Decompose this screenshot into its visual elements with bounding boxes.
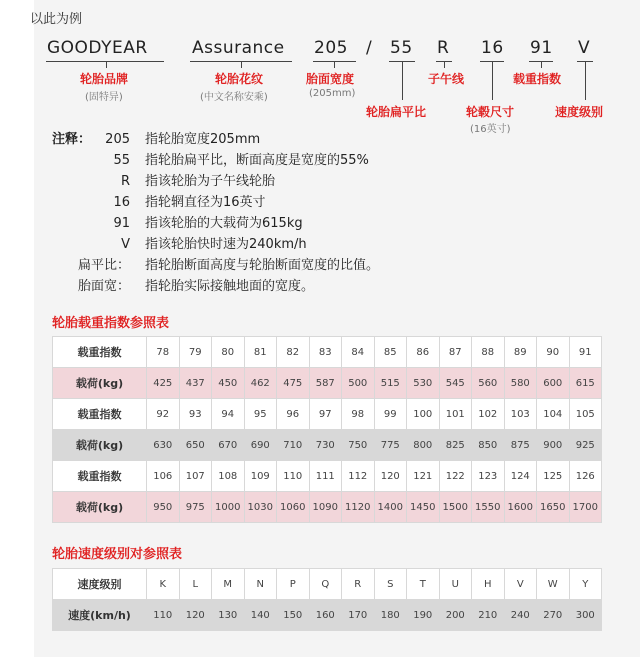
table-cell: Y bbox=[569, 569, 602, 600]
table-cell: 240 bbox=[504, 600, 537, 631]
table-cell: 975 bbox=[179, 492, 212, 523]
table-cell: 110 bbox=[147, 600, 180, 631]
table-cell: 150 bbox=[277, 600, 310, 631]
table-cell: 120 bbox=[374, 461, 407, 492]
table-cell: 103 bbox=[504, 399, 537, 430]
table-cell: 587 bbox=[309, 368, 342, 399]
brand-leader bbox=[106, 61, 107, 68]
note-text: 指轮辋直径为16英寸 bbox=[145, 195, 266, 210]
table-row bbox=[53, 600, 602, 631]
table-cell: 690 bbox=[244, 430, 277, 461]
table-cell: 78 bbox=[147, 337, 180, 368]
row-header: 载重指数 bbox=[53, 337, 147, 368]
table-cell: 615 bbox=[569, 368, 602, 399]
code-rim: 16 bbox=[481, 38, 504, 58]
note-text: 指轮胎实际接触地面的宽度。 bbox=[145, 279, 315, 294]
row-header: 载重指数 bbox=[53, 461, 147, 492]
row-header: 速度(km/h) bbox=[53, 600, 147, 631]
table-cell: 750 bbox=[342, 430, 375, 461]
speed-rating-table bbox=[52, 568, 602, 631]
table-cell: 88 bbox=[472, 337, 505, 368]
label-rim: 轮毂尺寸 bbox=[466, 105, 515, 119]
aspect-leader bbox=[402, 61, 403, 100]
speed-leader bbox=[585, 61, 586, 100]
table-cell: 100 bbox=[407, 399, 440, 430]
table-cell: 82 bbox=[277, 337, 310, 368]
table-cell: 96 bbox=[277, 399, 310, 430]
table-cell: R bbox=[342, 569, 375, 600]
table-cell: S bbox=[374, 569, 407, 600]
table-cell: 825 bbox=[439, 430, 472, 461]
label-pattern: 轮胎花纹 bbox=[215, 72, 264, 86]
table-cell: 450 bbox=[212, 368, 245, 399]
table-cell: 1090 bbox=[309, 492, 342, 523]
table-cell: 600 bbox=[537, 368, 570, 399]
code-pattern: Assurance bbox=[192, 38, 285, 58]
table-cell: 630 bbox=[147, 430, 180, 461]
table-cell: 102 bbox=[472, 399, 505, 430]
table-cell: 105 bbox=[569, 399, 602, 430]
table-cell: 875 bbox=[504, 430, 537, 461]
table-cell: 1700 bbox=[569, 492, 602, 523]
table-cell: P bbox=[277, 569, 310, 600]
code-slash: / bbox=[366, 38, 373, 58]
note-key: 胎面宽： bbox=[77, 279, 130, 294]
table-cell: W bbox=[537, 569, 570, 600]
label-width: 胎面宽度 bbox=[306, 72, 355, 86]
table-cell: 87 bbox=[439, 337, 472, 368]
code-construction: R bbox=[437, 38, 450, 58]
table-cell: 180 bbox=[374, 600, 407, 631]
table-cell: 109 bbox=[244, 461, 277, 492]
table-cell: 775 bbox=[374, 430, 407, 461]
table-cell: 160 bbox=[309, 600, 342, 631]
table-cell: V bbox=[504, 569, 537, 600]
table-row bbox=[53, 492, 602, 523]
table-cell: 710 bbox=[277, 430, 310, 461]
table-cell: 210 bbox=[472, 600, 505, 631]
pattern-leader bbox=[241, 61, 242, 68]
note-key: 55 bbox=[113, 153, 130, 168]
table-cell: 200 bbox=[439, 600, 472, 631]
table-cell: 122 bbox=[439, 461, 472, 492]
table-cell: 101 bbox=[439, 399, 472, 430]
table-cell: 120 bbox=[179, 600, 212, 631]
table-cell: 800 bbox=[407, 430, 440, 461]
table-cell: L bbox=[179, 569, 212, 600]
table-cell: Q bbox=[309, 569, 342, 600]
rim-leader bbox=[492, 61, 493, 100]
table-cell: 91 bbox=[569, 337, 602, 368]
table-cell: U bbox=[439, 569, 472, 600]
table-row bbox=[53, 337, 602, 368]
table-cell: 108 bbox=[212, 461, 245, 492]
table-row bbox=[53, 399, 602, 430]
table-cell: 95 bbox=[244, 399, 277, 430]
table-cell: 130 bbox=[212, 600, 245, 631]
label-brand-sub: (固特异) bbox=[85, 92, 123, 103]
table-cell: N bbox=[244, 569, 277, 600]
label-load: 载重指数 bbox=[513, 72, 562, 86]
note-key: R bbox=[120, 174, 130, 189]
table-row bbox=[53, 368, 602, 399]
table-cell: 462 bbox=[244, 368, 277, 399]
table-cell: 86 bbox=[407, 337, 440, 368]
table-cell: 89 bbox=[504, 337, 537, 368]
table-cell: H bbox=[472, 569, 505, 600]
table-cell: 90 bbox=[537, 337, 570, 368]
table-cell: 925 bbox=[569, 430, 602, 461]
table-cell: 92 bbox=[147, 399, 180, 430]
load-leader bbox=[541, 61, 542, 68]
code-width: 205 bbox=[314, 38, 348, 58]
table-cell: 1000 bbox=[212, 492, 245, 523]
note-key: 16 bbox=[113, 195, 130, 210]
intro-text: 以此为例 bbox=[30, 12, 83, 27]
table-cell: 670 bbox=[212, 430, 245, 461]
table-row bbox=[53, 569, 602, 600]
note-text: 指轮胎扁平比，断面高度是宽度的55% bbox=[145, 153, 369, 168]
brand-underline bbox=[46, 61, 164, 62]
table-cell: 112 bbox=[342, 461, 375, 492]
label-aspect: 轮胎扁平比 bbox=[366, 105, 427, 119]
table-cell: 98 bbox=[342, 399, 375, 430]
table-cell: 170 bbox=[342, 600, 375, 631]
note-text: 指该轮胎为子午线轮胎 bbox=[145, 174, 276, 189]
label-pattern-sub: (中文名称安乘) bbox=[200, 92, 268, 103]
table-cell: 110 bbox=[277, 461, 310, 492]
table-cell: 124 bbox=[504, 461, 537, 492]
table-cell: 85 bbox=[374, 337, 407, 368]
table-cell: 850 bbox=[472, 430, 505, 461]
table-cell: 515 bbox=[374, 368, 407, 399]
table-cell: 106 bbox=[147, 461, 180, 492]
note-key: 扁平比： bbox=[77, 258, 130, 273]
note-key: 205 bbox=[105, 132, 130, 147]
table-cell: 83 bbox=[309, 337, 342, 368]
label-rim-sub: (16英寸) bbox=[470, 124, 511, 135]
table-cell: 80 bbox=[212, 337, 245, 368]
table-cell: 300 bbox=[569, 600, 602, 631]
table-row bbox=[53, 430, 602, 461]
table-cell: 1500 bbox=[439, 492, 472, 523]
table-cell: 500 bbox=[342, 368, 375, 399]
table-cell: 425 bbox=[147, 368, 180, 399]
table-cell: 107 bbox=[179, 461, 212, 492]
speed-table-title: 轮胎速度级别对参照表 bbox=[52, 547, 183, 562]
table-cell: 530 bbox=[407, 368, 440, 399]
note-key: 91 bbox=[113, 216, 130, 231]
note-text: 指该轮胎的大载荷为615kg bbox=[145, 216, 303, 231]
table-cell: 900 bbox=[537, 430, 570, 461]
row-header: 载重指数 bbox=[53, 399, 147, 430]
note-text: 指该轮胎快时速为240km/h bbox=[145, 237, 307, 252]
table-cell: 97 bbox=[309, 399, 342, 430]
load-index-table bbox=[52, 336, 602, 523]
note-key: V bbox=[121, 237, 130, 252]
table-cell: 1120 bbox=[342, 492, 375, 523]
table-cell: 104 bbox=[537, 399, 570, 430]
code-brand: GOODYEAR bbox=[47, 38, 148, 58]
table-cell: 1400 bbox=[374, 492, 407, 523]
table-cell: 270 bbox=[537, 600, 570, 631]
table-cell: 1650 bbox=[537, 492, 570, 523]
table-cell: 1450 bbox=[407, 492, 440, 523]
row-header: 载荷(kg) bbox=[53, 368, 147, 399]
table-cell: K bbox=[147, 569, 180, 600]
table-cell: 1060 bbox=[277, 492, 310, 523]
construction-leader bbox=[444, 61, 445, 68]
table-row bbox=[53, 461, 602, 492]
table-cell: 560 bbox=[472, 368, 505, 399]
row-header: 载荷(kg) bbox=[53, 492, 147, 523]
table-cell: 81 bbox=[244, 337, 277, 368]
table-cell: 140 bbox=[244, 600, 277, 631]
table-cell: M bbox=[212, 569, 245, 600]
table-cell: 437 bbox=[179, 368, 212, 399]
row-header: 载荷(kg) bbox=[53, 430, 147, 461]
table-cell: T bbox=[407, 569, 440, 600]
code-aspect: 55 bbox=[390, 38, 413, 58]
table-cell: 125 bbox=[537, 461, 570, 492]
table-cell: 93 bbox=[179, 399, 212, 430]
table-cell: 1550 bbox=[472, 492, 505, 523]
table-cell: 1030 bbox=[244, 492, 277, 523]
label-brand: 轮胎品牌 bbox=[80, 72, 129, 86]
table-cell: 123 bbox=[472, 461, 505, 492]
row-header: 速度级别 bbox=[53, 569, 147, 600]
note-text: 指轮胎宽度205mm bbox=[145, 132, 261, 147]
label-construction: 子午线 bbox=[428, 72, 465, 86]
table-cell: 84 bbox=[342, 337, 375, 368]
table-cell: 99 bbox=[374, 399, 407, 430]
table-cell: 580 bbox=[504, 368, 537, 399]
label-speed: 速度级别 bbox=[555, 105, 604, 119]
code-load: 91 bbox=[530, 38, 553, 58]
notes-title: 注释： bbox=[52, 132, 92, 147]
table-cell: 475 bbox=[277, 368, 310, 399]
note-text: 指轮胎断面高度与轮胎断面宽度的比值。 bbox=[145, 258, 380, 273]
label-width-sub: (205mm) bbox=[309, 88, 356, 99]
table-cell: 650 bbox=[179, 430, 212, 461]
table-cell: 190 bbox=[407, 600, 440, 631]
table-cell: 121 bbox=[407, 461, 440, 492]
width-leader bbox=[334, 61, 335, 68]
load-table-title: 轮胎载重指数参照表 bbox=[52, 316, 170, 331]
code-speed: V bbox=[578, 38, 591, 58]
table-cell: 126 bbox=[569, 461, 602, 492]
table-cell: 1600 bbox=[504, 492, 537, 523]
table-cell: 950 bbox=[147, 492, 180, 523]
table-cell: 545 bbox=[439, 368, 472, 399]
table-cell: 111 bbox=[309, 461, 342, 492]
table-cell: 730 bbox=[309, 430, 342, 461]
table-cell: 94 bbox=[212, 399, 245, 430]
table-cell: 79 bbox=[179, 337, 212, 368]
